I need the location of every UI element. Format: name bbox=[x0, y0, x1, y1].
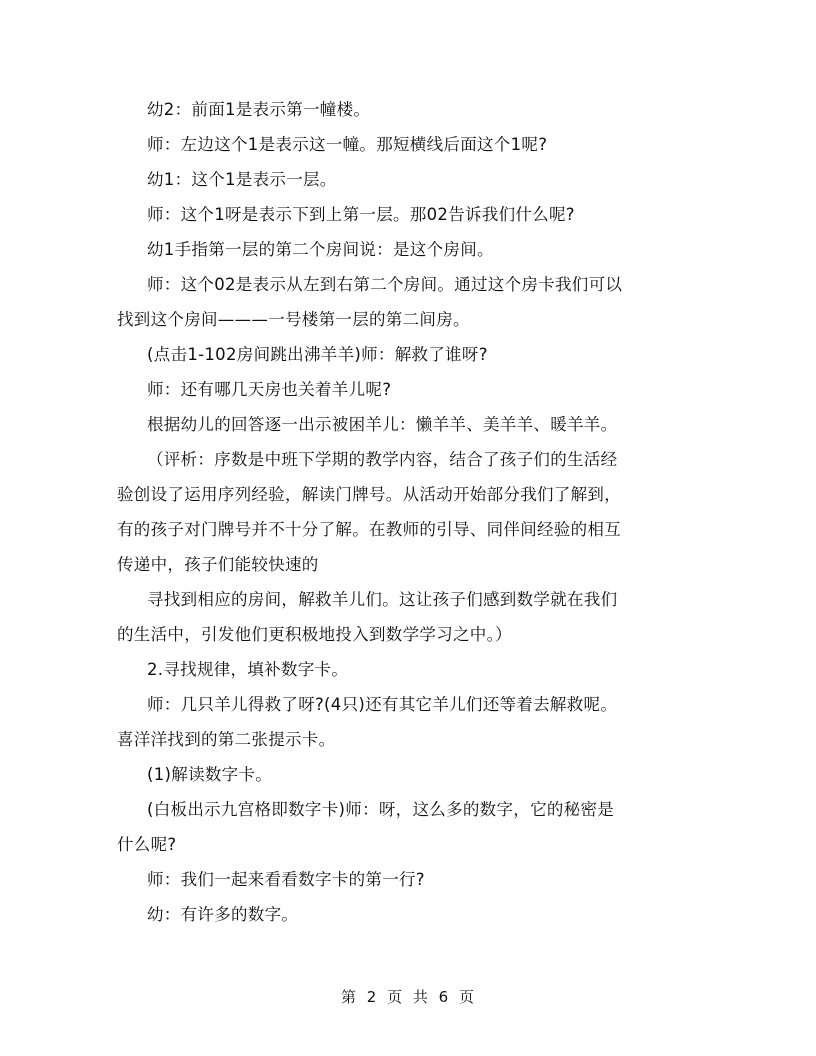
paragraph-line: 师：这个02是表示从左到右第二个房间。通过这个房卡我们可以 bbox=[147, 275, 623, 294]
paragraph-line: 验创设了运用序列经验，解读门牌号。从活动开始部分我们了解到， bbox=[117, 485, 621, 504]
paragraph-line: (白板出示九宫格即数字卡)师：呀，这么多的数字，它的秘密是 bbox=[147, 800, 615, 819]
paragraph-line: (1)解读数字卡。 bbox=[147, 765, 273, 784]
paragraph-line: 什么呢? bbox=[117, 835, 177, 854]
paragraph-line: 2.寻找规律，填补数字卡。 bbox=[147, 660, 349, 679]
paragraph-line: 幼1：这个1是表示一层。 bbox=[147, 170, 337, 189]
paragraph-line: 喜洋洋找到的第二张提示卡。 bbox=[117, 730, 336, 749]
paragraph-line: 找到这个房间———一号楼第一层的第二间房。 bbox=[117, 310, 470, 329]
paragraph-line: 幼1手指第一层的第二个房间说：是这个房间。 bbox=[147, 240, 494, 259]
paragraph-line: 的生活中，引发他们更积极地投入到数学学习之中。） bbox=[117, 625, 512, 644]
paragraph-line: 师：左边这个1是表示这一幢。那短横线后面这个1呢? bbox=[147, 135, 548, 154]
paragraph-line: (点击1-102房间跳出沸羊羊)师：解救了谁呀? bbox=[147, 345, 488, 364]
paragraph-line: 师：这个1呀是表示下到上第一层。那02告诉我们什么呢? bbox=[147, 205, 575, 224]
paragraph-line: 师：我们一起来看看数字卡的第一行? bbox=[147, 870, 425, 889]
paragraph-line: 幼：有许多的数字。 bbox=[147, 905, 299, 924]
paragraph-line: 根据幼儿的回答逐一出示被困羊儿：懒羊羊、美羊羊、暖羊羊。 bbox=[147, 415, 618, 434]
page-number-footer: 第 2 页 共 6 页 bbox=[341, 988, 475, 1006]
paragraph-line: 幼2：前面1是表示第一幢楼。 bbox=[147, 100, 371, 119]
paragraph-line: 师：几只羊儿得救了呀?(4只)还有其它羊儿们还等着去解救呢。 bbox=[147, 695, 618, 714]
paragraph-line: 传递中，孩子们能较快速的 bbox=[117, 555, 319, 574]
paragraph-line: （评析：序数是中班下学期的教学内容，结合了孩子们的生活经 bbox=[147, 450, 618, 469]
paragraph-line: 有的孩子对门牌号并不十分了解。在教师的引导、同伴间经验的相互 bbox=[117, 520, 621, 539]
document-body bbox=[117, 92, 699, 932]
paragraph-line: 师：还有哪几天房也关着羊儿呢? bbox=[147, 380, 392, 399]
paragraph-line: 寻找到相应的房间，解救羊儿们。这让孩子们感到数学就在我们 bbox=[147, 590, 618, 609]
